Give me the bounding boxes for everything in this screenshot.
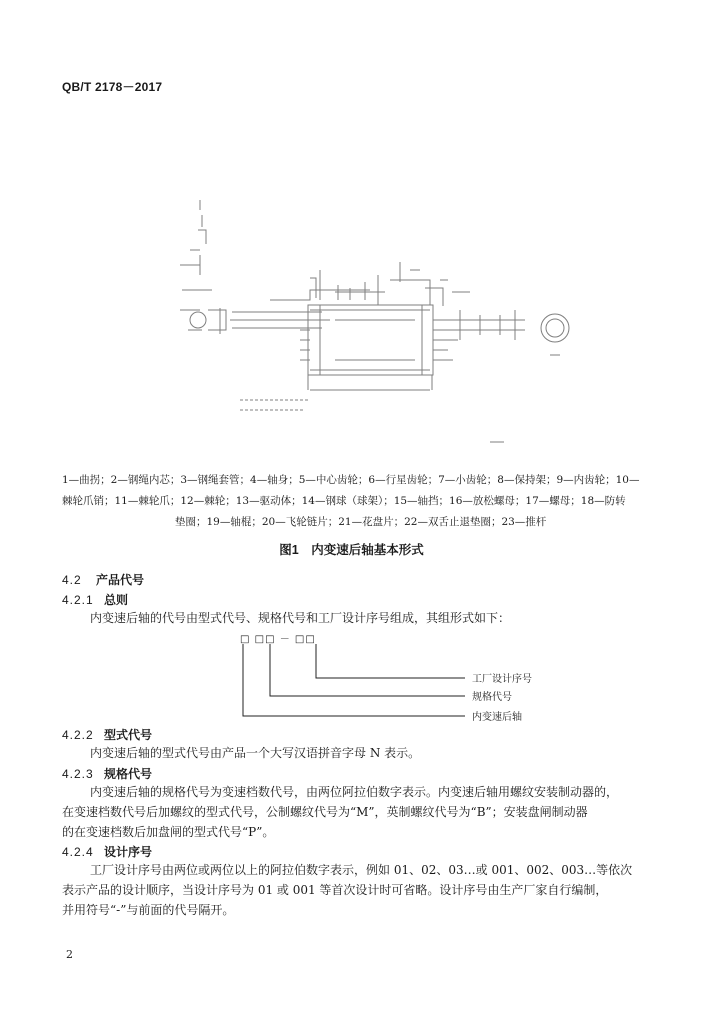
paragraph-line: 在变速档数代号后加螺纹的型式代号，公制螺纹代号为“M”，英制螺纹代号为“B”；安装盘闸制动器	[62, 805, 588, 819]
code-label-spec: 规格代号	[472, 692, 512, 703]
section-title: 规格代号	[104, 767, 153, 781]
hub-cross-section-drawing	[160, 180, 580, 460]
paragraph-line: 的在变速档数后加盘闸的型式代号“P”。	[62, 825, 275, 839]
code-label-factory-serial: 工厂设计序号	[472, 674, 532, 685]
code-structure-diagram	[240, 630, 560, 730]
code-pattern: □ □□ － □□	[240, 634, 316, 645]
section-number: 4.2.4	[62, 845, 94, 859]
section-heading-4-2-3	[62, 765, 152, 782]
figure-legend	[62, 470, 642, 533]
section-title: 产品代号	[96, 573, 145, 587]
section-heading-4-2-2	[62, 726, 152, 743]
code-label-hub: 内变速后轴	[472, 712, 522, 723]
paragraph-text: 内变速后轴的代号由型式代号、规格代号和工厂设计序号组成，其组形式如下：	[90, 611, 511, 625]
section-title: 设计序号	[104, 845, 153, 859]
section-title: 总则	[104, 593, 129, 607]
drawing-svg	[160, 180, 580, 460]
paragraph-4-2-4	[62, 860, 642, 920]
paragraph-text: 内变速后轴的型式代号由产品一个大写汉语拼音字母 N 表示。	[90, 746, 421, 760]
standard-code: QB/T 2178－2017	[62, 80, 163, 94]
paragraph-4-2-3	[62, 782, 642, 842]
section-title: 型式代号	[104, 728, 153, 742]
section-heading-4-2	[62, 571, 144, 588]
section-heading-4-2-4	[62, 843, 152, 860]
section-number: 4.2.1	[62, 593, 94, 607]
section-number: 4.2.2	[62, 728, 94, 742]
legend-line: 1—曲拐；2—钢绳内芯；3—钢绳套管；4—轴身；5—中心齿轮；6—行星齿轮；7—小齿轮；8—保持架；9—内齿轮；10—	[62, 474, 640, 486]
section-number: 4.2	[62, 573, 82, 587]
legend-line: 棘轮爪销；11—棘轮爪；12—棘轮；13—驱动体；14—钢球（球架）；15—轴挡；16—放松螺母；17—螺母；18—防转	[62, 495, 626, 507]
section-number: 4.2.3	[62, 767, 94, 781]
paragraph-line: 表示产品的设计顺序，当设计序号为 01 或 001 等首次设计时可省略。设计序号由生产厂家自行编制，	[62, 883, 608, 897]
paragraph-line: 内变速后轴的规格代号为变速档数代号，由两位阿拉伯数字表示。内变速后轴用螺纹安装制动器的，	[90, 785, 619, 799]
legend-line: 垫圈；19—轴棍；20—飞轮链片；21—花盘片；22—双舌止退垫圈；23—推杆	[175, 516, 547, 528]
figure-caption: 图1 内变速后轴基本形式	[279, 543, 424, 557]
paragraph-4-2-1	[62, 608, 642, 628]
paragraph-line: 并用符号“-”与前面的代号隔开。	[62, 903, 235, 917]
section-heading-4-2-1	[62, 591, 128, 608]
paragraph-line: 工厂设计序号由两位或两位以上的阿拉伯数字表示，例如 01、02、03…或 001、002、003…等依次	[90, 863, 633, 877]
paragraph-4-2-2	[62, 743, 642, 763]
page-number: 2	[66, 948, 73, 961]
